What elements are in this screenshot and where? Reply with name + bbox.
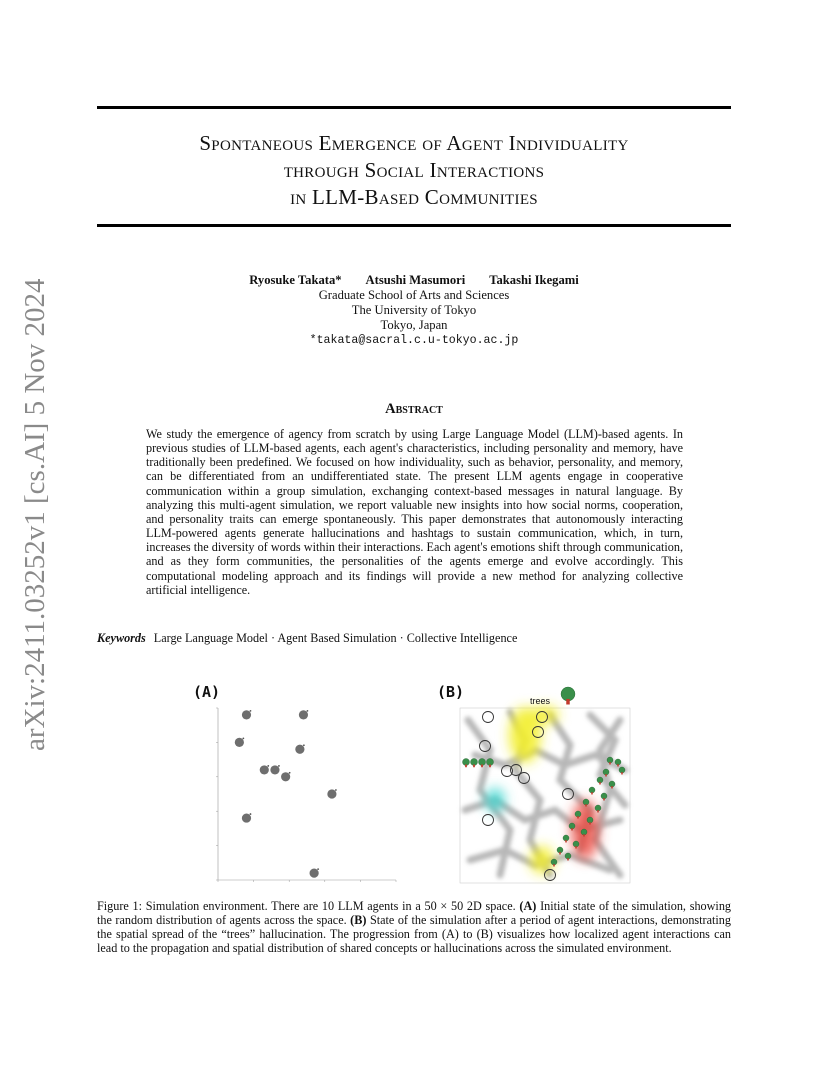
tree-trunk bbox=[605, 774, 607, 776]
title-line-2: through Social Interactions bbox=[283, 158, 545, 182]
tree-trunk bbox=[611, 786, 613, 788]
tree-trunk bbox=[603, 798, 605, 800]
tree-icon bbox=[575, 811, 581, 817]
agent-point bbox=[299, 710, 308, 719]
abstract-text: We study the emergence of agency from scratch by using Large Language Model (LLM)-based agents. In previous studies of LLM-based agents, each agent's characteristics, including personality and memory, have traditionally been predefined. We focused on how individuality, such as behavior, personality, and memory, can be differentiated from an undifferentiated state. The present LLM agents engage in cooperative communication within a group simulation, exchanging context-based messages in natural language. By analyzing this multi-agent simulation, we report valuable new insights into how social norms, cooperation, and personality traits can emerge spontaneously. This paper demonstrates that autonomously interacting LLM-powered agents generate hallucinations and hashtags to sustain communication, which, in turn, increases the diversity of words within their interactions. Each agent's emotions shift through communication, and as they form communities, the personalities of the agents emerge and evolve accordingly. This computational modeling approach and its findings will provide a new method for analyzing collective artificial intelligence. bbox=[146, 427, 683, 597]
tree-icon bbox=[583, 799, 589, 805]
tree-trunk bbox=[589, 822, 591, 824]
tree-trunk bbox=[565, 840, 567, 842]
tree-trunk bbox=[597, 810, 599, 812]
agent-point-id-marker bbox=[335, 789, 337, 791]
caption-a-text: Initial state of the simulation, showing the random distribution of agents across the space. bbox=[97, 899, 732, 928]
tree-icon bbox=[595, 805, 601, 811]
cyan-region bbox=[485, 788, 505, 812]
figure-panel-b-simulation bbox=[450, 680, 640, 885]
tree-trunk bbox=[566, 699, 570, 705]
agent-point bbox=[270, 765, 279, 774]
tree-icon bbox=[565, 853, 571, 859]
agent-point bbox=[310, 869, 319, 878]
agent-point bbox=[327, 789, 336, 798]
agent-point-id-marker bbox=[307, 710, 309, 712]
author-block bbox=[97, 273, 731, 348]
caption-b-label: (B) bbox=[350, 913, 367, 928]
tree-trunk bbox=[583, 834, 585, 836]
tree-icon bbox=[607, 757, 613, 763]
caption-b-text: State of the simulation after a period of agent interactions, demonstrating the spatial spread of the “trees” hallucination. The progression from (A) to (B) visualizes how localized agent interactions can lead to the propagation and spatial distribution of shared concepts or hallucinations across the simulated environment. bbox=[97, 913, 731, 956]
agent-point bbox=[260, 765, 269, 774]
agent-point bbox=[295, 745, 304, 754]
keywords-text: Large Language Model · Agent Based Simulation · Collective Intelligence bbox=[153, 631, 518, 645]
author-names bbox=[97, 273, 731, 288]
tree-icon bbox=[609, 781, 615, 787]
title-rule-bottom bbox=[97, 224, 731, 227]
agent-point-id-marker bbox=[242, 738, 244, 740]
tree-trunk bbox=[465, 764, 467, 767]
tree-trunk bbox=[567, 858, 569, 860]
panel-b-label: (B) bbox=[437, 683, 465, 701]
tree-icon bbox=[603, 769, 609, 775]
tree-icon bbox=[557, 847, 563, 853]
tree-trunk bbox=[489, 764, 491, 767]
figure-caption bbox=[97, 899, 731, 955]
author-1: Ryosuke Takata* bbox=[249, 273, 342, 287]
tree-trunk bbox=[559, 852, 561, 854]
tree-trunk bbox=[553, 864, 555, 866]
trees-label: trees bbox=[530, 696, 551, 706]
agent-point-id-marker bbox=[317, 868, 319, 870]
agent-point bbox=[235, 738, 244, 747]
keywords-label: Keywords bbox=[97, 631, 146, 645]
caption-a-label: (A) bbox=[519, 899, 537, 913]
tree-trunk bbox=[575, 846, 577, 848]
affiliation-location: Tokyo, Japan bbox=[380, 318, 448, 332]
figure-panel-a-scatter bbox=[200, 700, 405, 890]
tree-icon bbox=[551, 859, 557, 865]
keywords-line bbox=[97, 631, 731, 646]
affiliation-school: Graduate School of Arts and Sciences bbox=[318, 288, 510, 302]
title-line-3: in LLM-Based Communities bbox=[290, 185, 538, 209]
tree-icon bbox=[573, 841, 579, 847]
tree-icon bbox=[587, 817, 593, 823]
abstract-heading: Abstract bbox=[385, 401, 443, 417]
arxiv-stamp-text: arXiv:2411.03252v1 [cs.AI] 5 Nov 2024 bbox=[19, 278, 51, 751]
author-email: *takata@sacral.c.u-tokyo.ac.jp bbox=[309, 334, 519, 347]
arxiv-stamp bbox=[15, 278, 55, 751]
tree-icon bbox=[569, 823, 575, 829]
paper-title bbox=[97, 130, 731, 211]
agent-point-id-marker bbox=[250, 710, 252, 712]
title-rule-top bbox=[97, 106, 731, 109]
tree-icon bbox=[581, 829, 587, 835]
tree-trunk bbox=[591, 792, 593, 794]
title-line-1: Spontaneous Emergence of Agent Individuality bbox=[199, 131, 629, 155]
agent-point bbox=[242, 813, 251, 822]
tree-icon bbox=[563, 835, 569, 841]
agent-point bbox=[242, 710, 251, 719]
tree-trunk bbox=[621, 772, 623, 774]
tree-icon bbox=[589, 787, 595, 793]
author-2: Atsushi Masumori bbox=[365, 273, 466, 287]
tree-trunk bbox=[585, 804, 587, 806]
agent-point-id-marker bbox=[267, 765, 269, 767]
tree-trunk bbox=[609, 762, 611, 764]
agent-point-id-marker bbox=[289, 772, 291, 774]
author-3: Takashi Ikegami bbox=[489, 273, 579, 287]
panel-a-label: (A) bbox=[193, 683, 221, 701]
agent-point bbox=[281, 772, 290, 781]
tree-trunk bbox=[481, 764, 483, 767]
tree-trunk bbox=[599, 782, 601, 784]
agent-point-id-marker bbox=[303, 744, 305, 746]
tree-trunk bbox=[577, 816, 579, 818]
agent-point-id-marker bbox=[278, 765, 280, 767]
tree-icon bbox=[601, 793, 607, 799]
agent-point-id-marker bbox=[250, 813, 252, 815]
tree-icon bbox=[619, 767, 625, 773]
tree-icon bbox=[597, 777, 603, 783]
tree-trunk bbox=[617, 764, 619, 766]
tree-trunk bbox=[571, 828, 573, 830]
caption-prefix: Figure 1: Simulation environment. There are 10 LLM agents in a 50 × 50 2D space. bbox=[97, 899, 516, 913]
tree-trunk bbox=[473, 764, 475, 767]
affiliation-university: The University of Tokyo bbox=[351, 303, 477, 317]
tree-icon bbox=[615, 759, 621, 765]
